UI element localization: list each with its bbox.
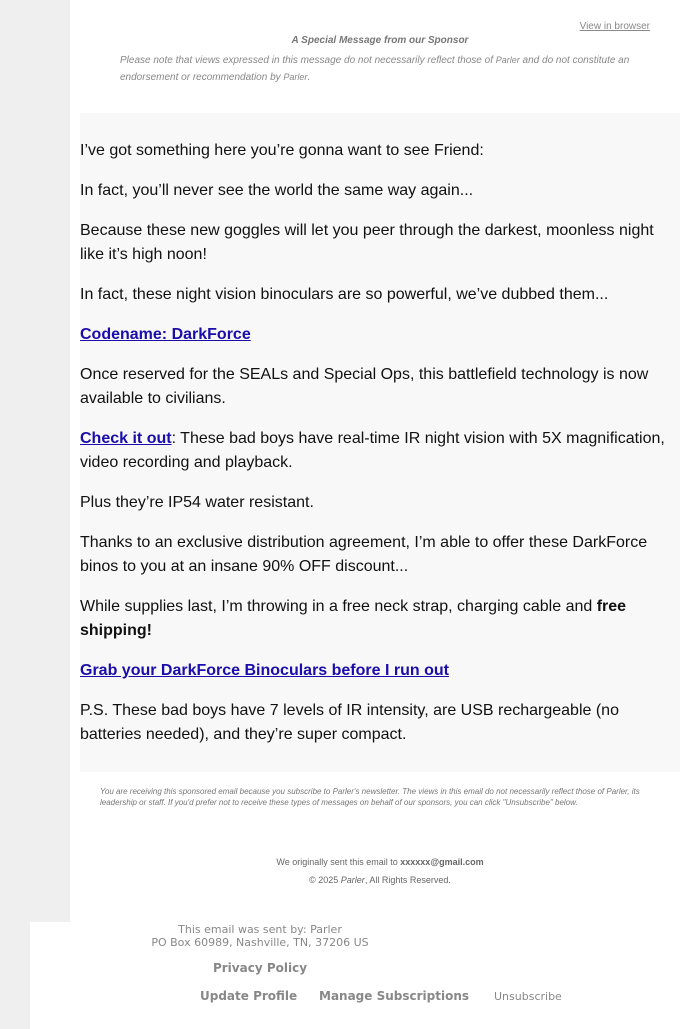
copyright-line: © 2025 Parler, All Rights Reserved. xyxy=(309,875,451,885)
body-paragraph: Plus they’re IP54 water resistant. xyxy=(80,494,314,511)
body-paragraph: Once reserved for the SEALs and Special Ops, this battlefield technology is now available to civilians. xyxy=(80,366,649,407)
grab-binoculars-link[interactable]: Grab your DarkForce Binoculars before I run out xyxy=(80,662,449,679)
privacy-policy-link[interactable]: Privacy Policy xyxy=(212,961,308,975)
body-paragraph: In fact, these night vision binoculars are so powerful, we’ve dubbed them... xyxy=(80,286,609,303)
email-footer xyxy=(30,922,700,1029)
postal-address: PO Box 60989, Nashville, TN, 37206 US xyxy=(151,936,369,949)
check-it-out-link[interactable]: Check it out xyxy=(80,430,172,447)
sponsor-title: A Special Message from our Sponsor xyxy=(291,35,469,46)
check-paragraph: Check it out: These bad boys have real-time IR night vision with 5X magnification, video recording and playback. xyxy=(80,430,665,471)
codename-paragraph xyxy=(80,323,670,347)
update-profile-link[interactable]: Update Profile xyxy=(200,989,298,1003)
codename-link[interactable]: Codename: DarkForce xyxy=(80,326,251,343)
unsubscribe-link[interactable]: Unsubscribe xyxy=(494,990,562,1003)
sent-by-line: This email was sent by: Parler xyxy=(178,923,342,936)
body-paragraph: I’ve got something here you’re gonna want to see Friend: xyxy=(80,142,484,159)
brand-name: Parler xyxy=(495,55,520,65)
recipient-email: xxxxxx@gmail.com xyxy=(400,857,484,867)
manage-subscriptions-link[interactable]: Manage Subscriptions xyxy=(319,989,470,1003)
brand-name: Parler xyxy=(283,72,308,82)
body-paragraph: Thanks to an exclusive distribution agreement, I’m able to offer these DarkForce binos to you at an insane 90% OFF discount... xyxy=(80,534,648,575)
body-paragraph: Because these new goggles will let you peer through the darkest, moonless night like it’s high noon! xyxy=(80,222,654,263)
sent-to-line: We originally sent this email to xxxxxx@gmail.com xyxy=(276,857,484,867)
message-body xyxy=(80,113,680,772)
grab-paragraph xyxy=(80,659,670,683)
body-paragraph: While supplies last, I’m throwing in a free neck strap, charging cable and free shipping! xyxy=(80,598,627,639)
free-shipping-text: free shipping! xyxy=(80,598,627,639)
body-paragraph: In fact, you’ll never see the world the same way again... xyxy=(80,182,474,199)
email-card xyxy=(70,0,700,922)
sponsor-disclaimer: Please note that views expressed in this message do not necessarily reflect those of Parler and do not constitute an endorsement or recommendation by Parler. xyxy=(120,55,630,83)
fine-print: You are receiving this sponsored email because you subscribe to Parler's newsletter. The views in this email do not necessarily reflect those of Parler, its leadership or staff. If you'd prefer not to receive these types of messages on behalf of our sponsors, you can click "Unsubscribe" below. xyxy=(100,787,640,807)
ps-paragraph: P.S. These bad boys have 7 levels of IR intensity, are USB rechargeable (no batteries needed), and they’re super compact. xyxy=(80,702,619,743)
view-in-browser-link[interactable]: View in browser xyxy=(579,21,650,32)
